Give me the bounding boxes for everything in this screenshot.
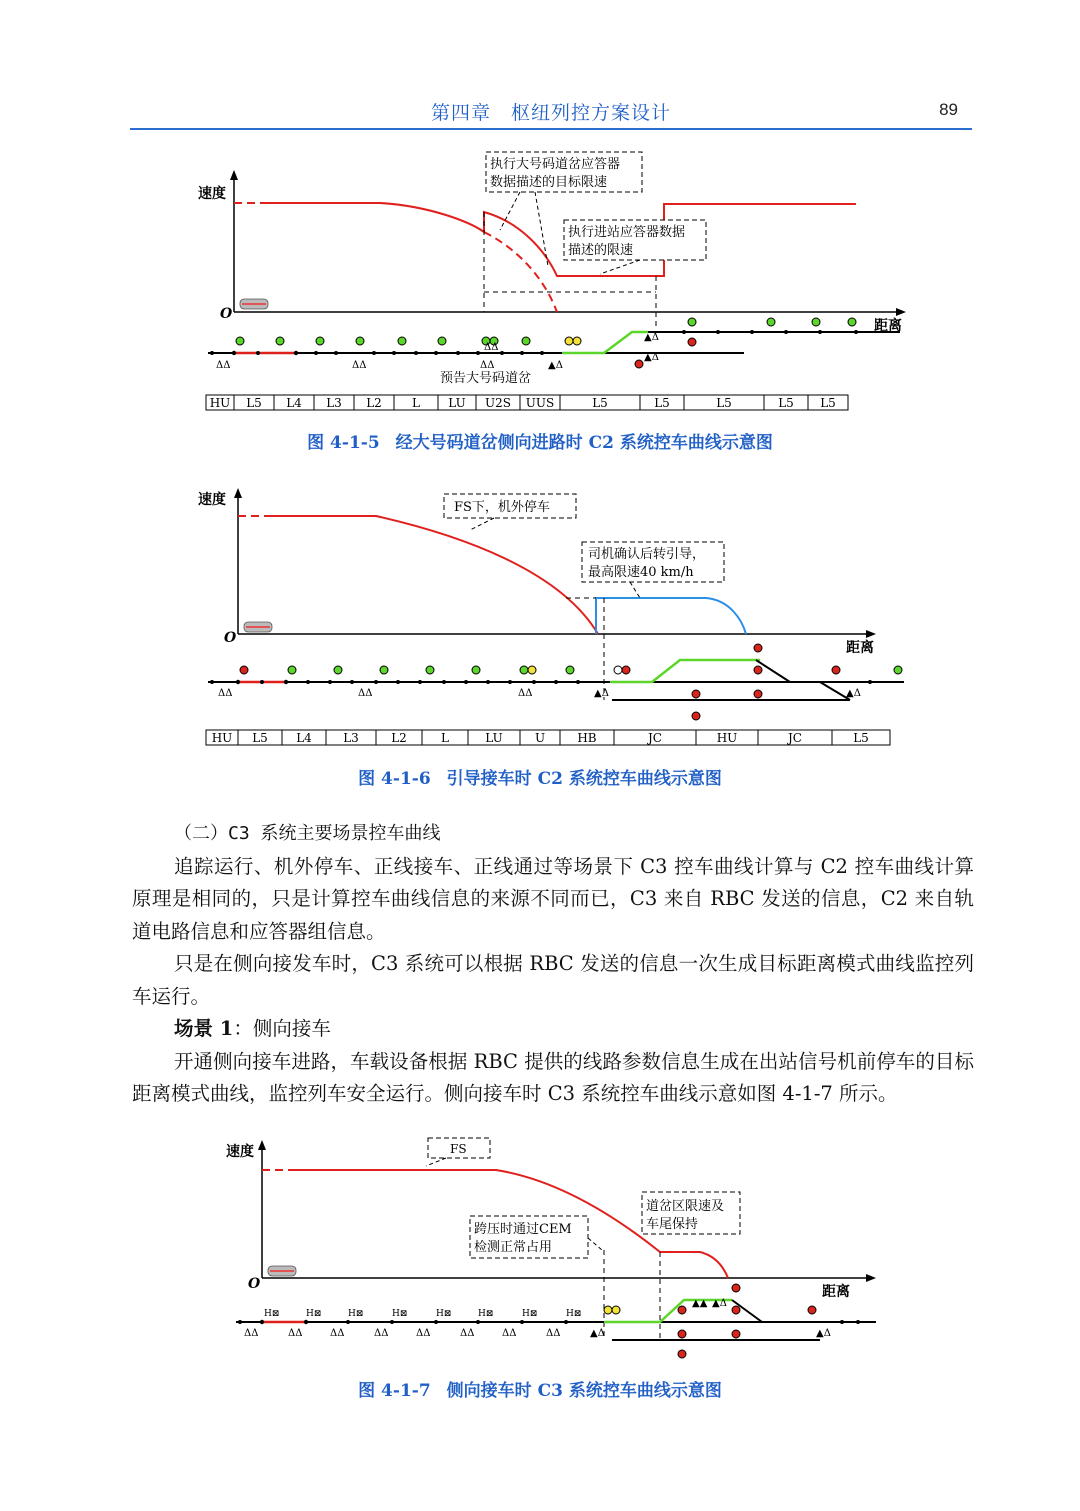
signals bbox=[236, 318, 856, 368]
code-label: HU bbox=[211, 731, 233, 745]
code-label: HU bbox=[716, 731, 738, 745]
scene-label: 场景 1 bbox=[174, 1017, 234, 1040]
code-label: L5 bbox=[246, 396, 262, 410]
section-heading: （二）C3 系统主要场景控车曲线 bbox=[174, 823, 441, 844]
svg-text:ΔΔ: ΔΔ bbox=[484, 342, 499, 353]
figure-4-1-5 bbox=[0, 157, 1080, 420]
svg-text:H⊠: H⊠ bbox=[566, 1309, 582, 1319]
callout-leader bbox=[600, 260, 640, 274]
balises bbox=[244, 1298, 831, 1339]
svg-text:▲Δ: ▲Δ bbox=[644, 352, 659, 363]
svg-text:ΔΔ: ΔΔ bbox=[330, 1328, 345, 1339]
svg-text:ΔΔ: ΔΔ bbox=[460, 1328, 475, 1339]
paragraph: 只是在侧向接发车时，C3 系统可以根据 RBC 发送的信息一次生成目标距离模式曲线监控列车运行。 bbox=[132, 952, 974, 1008]
svg-text:▲Δ: ▲Δ bbox=[548, 360, 563, 371]
code-strip bbox=[206, 730, 890, 745]
callout-leader bbox=[470, 518, 494, 530]
y-axis-label: 速度 bbox=[198, 186, 226, 202]
figure-caption bbox=[0, 764, 1080, 789]
code-label: LU bbox=[485, 731, 503, 745]
callout-text: 描述的限速 bbox=[568, 243, 634, 258]
svg-text:ΔΔ: ΔΔ bbox=[546, 1328, 561, 1339]
callout-text: 道岔区限速及 bbox=[646, 1199, 725, 1214]
code-label: L5 bbox=[778, 396, 794, 410]
x-axis-label: 距离 bbox=[874, 318, 902, 334]
callout-text: FS下，机外停车 bbox=[454, 500, 550, 515]
page-number: 89 bbox=[939, 100, 958, 119]
green-route bbox=[610, 660, 760, 682]
svg-text:ΔΔ: ΔΔ bbox=[352, 360, 367, 371]
code-label: L3 bbox=[326, 396, 342, 410]
y-axis-label: 速度 bbox=[226, 1144, 254, 1160]
code-label: L2 bbox=[391, 731, 407, 745]
svg-text:▲Δ: ▲Δ bbox=[816, 1328, 831, 1339]
x-axis-arrow bbox=[866, 630, 876, 638]
code-label: L bbox=[412, 396, 420, 410]
callout-text: 数据描述的目标限速 bbox=[490, 175, 608, 190]
svg-text:ΔΔ: ΔΔ bbox=[358, 688, 373, 699]
train-icon bbox=[244, 622, 272, 632]
y-axis-label: 速度 bbox=[198, 492, 226, 508]
code-label: U2S bbox=[485, 396, 511, 410]
svg-text:H⊠: H⊠ bbox=[306, 1309, 322, 1319]
callout-text: 跨压时通过CEM bbox=[474, 1222, 572, 1237]
svg-text:H⊠: H⊠ bbox=[436, 1309, 452, 1319]
code-label: L5 bbox=[716, 396, 732, 410]
caption-text: 经大号码道岔侧向进路时 C2 系统控车曲线示意图 bbox=[395, 433, 773, 453]
callout-text: 执行进站应答器数据 bbox=[568, 225, 686, 240]
code-label: U bbox=[534, 731, 546, 745]
y-axis-arrow bbox=[234, 488, 242, 498]
svg-text:ΔΔ: ΔΔ bbox=[218, 688, 233, 699]
caption-number: 图 4-1-5 bbox=[307, 433, 380, 453]
callout-text: 执行大号码道岔应答器 bbox=[490, 157, 621, 172]
origin-label: O bbox=[248, 1276, 261, 1292]
svg-text:ΔΔ: ΔΔ bbox=[244, 1328, 259, 1339]
svg-text:H⊠: H⊠ bbox=[478, 1309, 494, 1319]
svg-text:ΔΔ: ΔΔ bbox=[518, 688, 533, 699]
code-label: L3 bbox=[343, 731, 359, 745]
callout-leader bbox=[630, 582, 640, 598]
code-label: UUS bbox=[525, 396, 555, 410]
x-axis-arrow bbox=[866, 1274, 876, 1282]
x-axis-arrow bbox=[896, 308, 906, 316]
caption-number: 图 4-1-6 bbox=[358, 769, 431, 789]
svg-text:▲Δ: ▲Δ bbox=[594, 688, 609, 699]
svg-text:▲▲: ▲▲ bbox=[692, 1298, 708, 1309]
callout-text: 车尾保持 bbox=[646, 1217, 699, 1232]
x-axis-label: 距离 bbox=[846, 640, 874, 656]
callout-leader bbox=[588, 1238, 602, 1250]
code-label: L5 bbox=[592, 396, 608, 410]
svg-text:H⊠: H⊠ bbox=[264, 1309, 280, 1319]
svg-text:ΔΔ: ΔΔ bbox=[502, 1328, 517, 1339]
svg-text:▲Δ: ▲Δ bbox=[644, 332, 659, 343]
code-label: L bbox=[441, 731, 449, 745]
svg-text:H⊠: H⊠ bbox=[348, 1309, 364, 1319]
svg-text:H⊠: H⊠ bbox=[522, 1309, 538, 1319]
chapter-title: 第四章 枢纽列控方案设计 bbox=[430, 102, 671, 124]
y-axis-arrow bbox=[258, 1140, 266, 1150]
code-label: L4 bbox=[296, 731, 312, 745]
paragraph: 开通侧向接车进路，车载设备根据 RBC 提供的线路参数信息生成在出站信号机前停车的目标距离模式曲线，监控列车安全运行。侧向接车时 C3 系统控车曲线示意如图 4-1-7 所示。 bbox=[132, 1049, 974, 1105]
body-text bbox=[132, 818, 974, 1111]
callout-text: 司机确认后转引导， bbox=[588, 547, 706, 562]
svg-text:ΔΔ: ΔΔ bbox=[480, 360, 495, 371]
caption-text: 侧向接车时 C3 系统控车曲线示意图 bbox=[446, 1381, 722, 1401]
svg-text:ΔΔ: ΔΔ bbox=[374, 1328, 389, 1339]
figure-4-1-6 bbox=[0, 480, 1080, 750]
svg-text:ΔΔ: ΔΔ bbox=[416, 1328, 431, 1339]
signal-heads bbox=[264, 1309, 581, 1319]
x-axis-label: 距离 bbox=[822, 1284, 850, 1300]
train-icon bbox=[240, 299, 268, 309]
page-header bbox=[130, 92, 972, 130]
braking-curve bbox=[262, 203, 484, 232]
svg-text:▲Δ: ▲Δ bbox=[712, 1298, 727, 1309]
callout-text: FS bbox=[450, 1142, 467, 1156]
code-label: JC bbox=[648, 731, 662, 745]
code-label: L2 bbox=[366, 396, 382, 410]
braking-curve bbox=[268, 516, 598, 634]
caption-text: 引导接车时 C2 系统控车曲线示意图 bbox=[446, 769, 722, 789]
code-label: HB bbox=[577, 731, 597, 745]
code-label: L5 bbox=[820, 396, 836, 410]
code-label: JC bbox=[788, 731, 802, 745]
code-label: L5 bbox=[252, 731, 268, 745]
code-label: LU bbox=[448, 396, 466, 410]
callout-leader bbox=[426, 1158, 446, 1166]
caption-number: 图 4-1-7 bbox=[358, 1381, 431, 1401]
origin-label: O bbox=[220, 306, 233, 322]
callout-text: 检测正常占用 bbox=[474, 1240, 553, 1255]
paragraph: 追踪运行、机外停车、正线接车、正线通过等场景下 C3 控车曲线计算与 C2 控车曲线计算原理是相同的，只是计算控车曲线信息的来源不同而已，C3 来自 RBC 发送的信息，C2 来自轨道电路信息和应答器组信息。 bbox=[132, 854, 974, 943]
svg-text:▲Δ: ▲Δ bbox=[590, 1328, 605, 1339]
code-label: L4 bbox=[286, 396, 302, 410]
origin-label: O bbox=[224, 630, 237, 646]
balises bbox=[218, 688, 861, 699]
svg-text:▲Δ: ▲Δ bbox=[846, 688, 861, 699]
svg-text:H⊠: H⊠ bbox=[392, 1309, 408, 1319]
train-icon bbox=[268, 1266, 296, 1276]
scene-heading bbox=[132, 1013, 974, 1046]
svg-text:ΔΔ: ΔΔ bbox=[216, 360, 231, 371]
code-label: L5 bbox=[654, 396, 670, 410]
code-strip bbox=[206, 395, 848, 410]
callout-leader bbox=[535, 192, 548, 266]
track-joints bbox=[210, 330, 858, 355]
figure-caption bbox=[0, 428, 1080, 453]
y-axis-arrow bbox=[230, 170, 238, 180]
code-label: L5 bbox=[853, 731, 869, 745]
figure-caption bbox=[0, 1376, 1080, 1401]
scene-title: ：侧向接车 bbox=[233, 1017, 331, 1040]
guided-curve bbox=[596, 598, 746, 634]
figure-4-1-7 bbox=[0, 1130, 1080, 1370]
track-label: 预告大号码道岔 bbox=[440, 371, 532, 386]
code-label: HU bbox=[209, 396, 231, 410]
callout-text: 最高限速40 km/h bbox=[588, 565, 694, 580]
svg-text:ΔΔ: ΔΔ bbox=[288, 1328, 303, 1339]
extended-curve-dashed bbox=[484, 232, 557, 312]
